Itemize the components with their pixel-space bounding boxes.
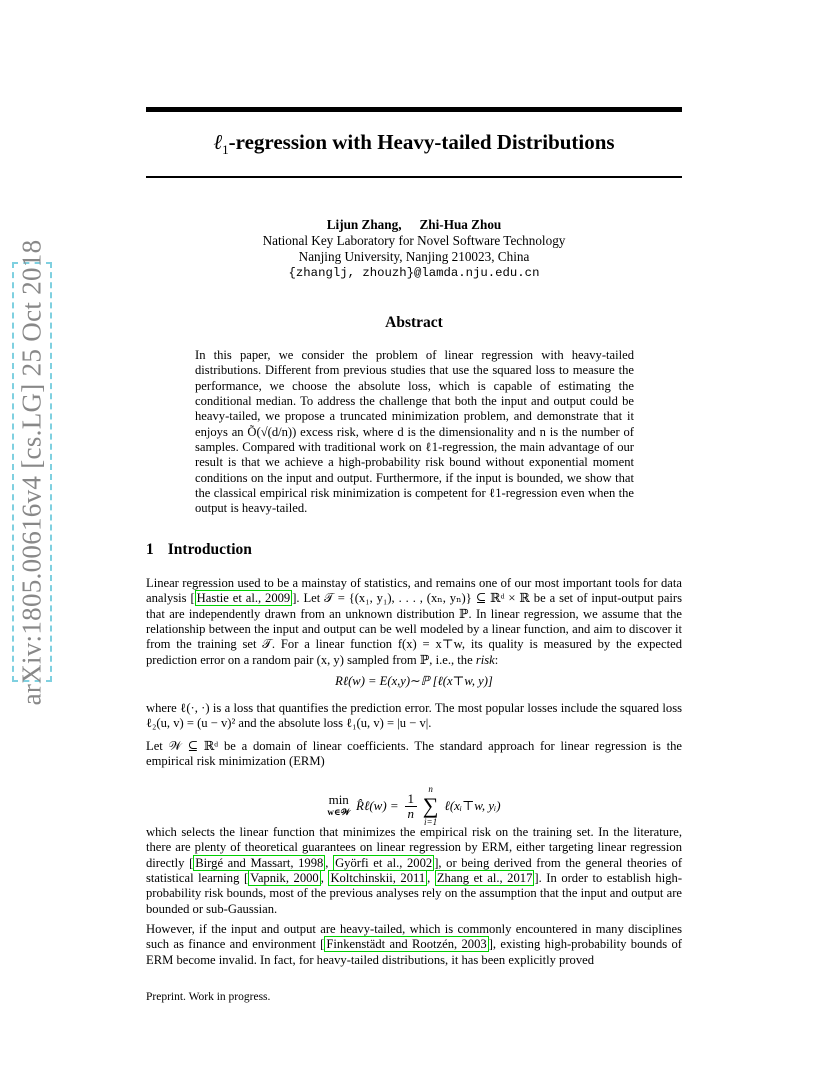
intro-paragraph-3 [146,739,682,770]
author-1: Lijun Zhang, [326,217,402,232]
sum-lower: i=1 [424,817,438,827]
abstract-text: In this paper, we consider the problem of linear regression with heavy-tailed distributions. Different from previous studies that use the squared loss to measure the performance, we choose the absolute loss, which is capable of estimating the conditional median. To address the challenge that both the input and output could be heavy-tailed, we propose a truncated minimization problem, and demonstrate that it enjoys an Õ(√(d/n)) excess risk, where d is the dimensionality and n is the number of samples. Compared with traditional work on ℓ1-regression, the main advantage of our result is that we achieve a high-probability risk bound without exponential moment conditions on the input and output. Furthermore, if the input is bounded, we show that the classical empirical risk minimization is competent for ℓ1-regression even when the output is heavy-tailed. [195,348,634,516]
text-run: ]. In order to establish high-probability risk bounds, most of the previous analyses rely on the assumption that the input and output are bounded or sub-Gaussian. [146,871,683,916]
author-block [146,217,682,281]
arxiv-id-text: arXiv:1805.00616v4 [cs.LG] 25 Oct 2018 [16,239,47,705]
citation-link[interactable]: Vapnik, 2000 [250,871,319,886]
affiliation-line-1: National Key Laboratory for Novel Software Technology [262,233,566,248]
intro-paragraph-4: which selects the linear function that minimizes the empirical risk on the training set. In the literature, there are plenty of theoretical guarantees on linear regression by ERM, either targeting linear regression directly [ Birgé and Massart, 1998 , Györfi et al., 2002 ], or being derived from the general theories of statistical learning [ Vapnik, 2000 , Koltchinskii, 2011 , Zhang et al., 2017 ]. In order to establish high-probability risk bounds, most of the previous analyses rely on the assumption that the input and output are bounded or sub-Gaussian. [146,825,683,916]
paragraph-text: Let 𝒲 ⊆ ℝᵈ be a domain of linear coefficients. The standard approach for linear regression is the empirical risk minimization (ERM) [146,739,682,769]
text-run: : [494,652,499,667]
citation-link[interactable]: Zhang et al., 2017 [436,871,533,886]
equation-text: Rℓ(w) = E(x,y)∼ℙ [ℓ(x⊤w, y)] [335,674,493,688]
risk-term: risk [475,652,495,667]
text-run: Linear regression used to be a mainstay of statistics, and remains one of our most important tools for data analysis [ [146,576,682,606]
numerator: 1 [407,790,414,806]
citation-link[interactable]: Hastie et al., 2009 [196,591,291,606]
section-number: 1 [146,541,154,558]
text-run: However, if the input and output are heavy-tailed, which is commonly encountered in many disciplines such as finance and environment [ [146,922,682,952]
title-text: -regression with Heavy-tailed Distributions [228,130,615,154]
min-text: min [328,792,349,807]
arxiv-identifier [12,239,52,705]
intro-paragraph-5 [146,922,682,968]
text-run: ], existing high-probability bounds of ERM become invalid. In fact, for heavy-tailed distributions, it has been explicitly proved [146,937,683,967]
sum-upper: n [428,784,433,794]
text-run: which selects the linear function that minimizes the empirical risk on the training set. In the literature, there are plenty of theoretical guarantees on linear regression by ERM, either targeting linear regression directly [ [146,825,682,870]
empirical-risk: R̂ℓ(w) = [356,798,399,814]
min-subscript: w∈𝒲 [327,807,350,817]
title-bottom-rule [146,176,682,178]
author-2: Zhi-Hua Zhou [419,217,502,232]
preprint-footer: Preprint. Work in progress. [146,991,271,1003]
fraction [405,792,417,821]
paragraph-text: where ℓ(·, ·) is a loss that quantifies the prediction error. The most popular losses include the squared loss ℓ₂(u, v) = (u − v)² and the absolute loss ℓ₁(u, v) = |u − v|. [146,701,682,731]
erm-equation [146,784,682,828]
author-email: {zhanglj, zhouzh}@lamda.nju.edu.cn [288,266,540,280]
text-run: ]. Let 𝒯 = {(x₁, y₁), . . . , (xₙ, yₙ)} ⊆ ℝᵈ × ℝ be a set of input-output pairs that are independently drawn from an unknown distribution ℙ. In linear regression, we assume that the relationship between the input and output can be well modeled by a linear function, and aim to discover it from the training set 𝒯. For a linear function f(x) = x⊤w, its quality is measured by the expected prediction error on a random pair (x, y) sampled from ℙ, i.e., the [146,591,683,667]
loss-term: ℓ(xᵢ⊤w, yᵢ) [444,798,501,814]
title-top-rule [146,107,682,112]
abstract-body [195,348,634,517]
denominator: n [407,805,414,821]
author-names [146,217,682,233]
section-heading [146,541,252,559]
risk-equation [146,674,682,689]
section-title: Introduction [167,541,252,558]
affiliation-line-2: Nanjing University, Nanjing 210023, China [298,249,530,264]
citation-link[interactable]: Birgé and Massart, 1998 [195,855,324,870]
intro-paragraph-1 [146,576,682,668]
citation-link[interactable]: Finkenstädt and Rootzén, 2003 [326,937,487,952]
text-run: ], or being derived from the general theories of statistical learning [ [146,855,683,886]
title-subscript: 1 [222,142,229,158]
sigma-icon: ∑ [422,793,439,818]
sum-operator [423,784,439,828]
min-operator [327,793,350,819]
abstract-heading: Abstract [385,314,443,331]
title-ell: ℓ [213,130,223,154]
citation-link[interactable]: Koltchinskii, 2011 [330,871,426,886]
intro-paragraph-2 [146,701,682,732]
paper-title [146,130,682,158]
citation-link[interactable]: Györfi et al., 2002 [335,855,433,870]
